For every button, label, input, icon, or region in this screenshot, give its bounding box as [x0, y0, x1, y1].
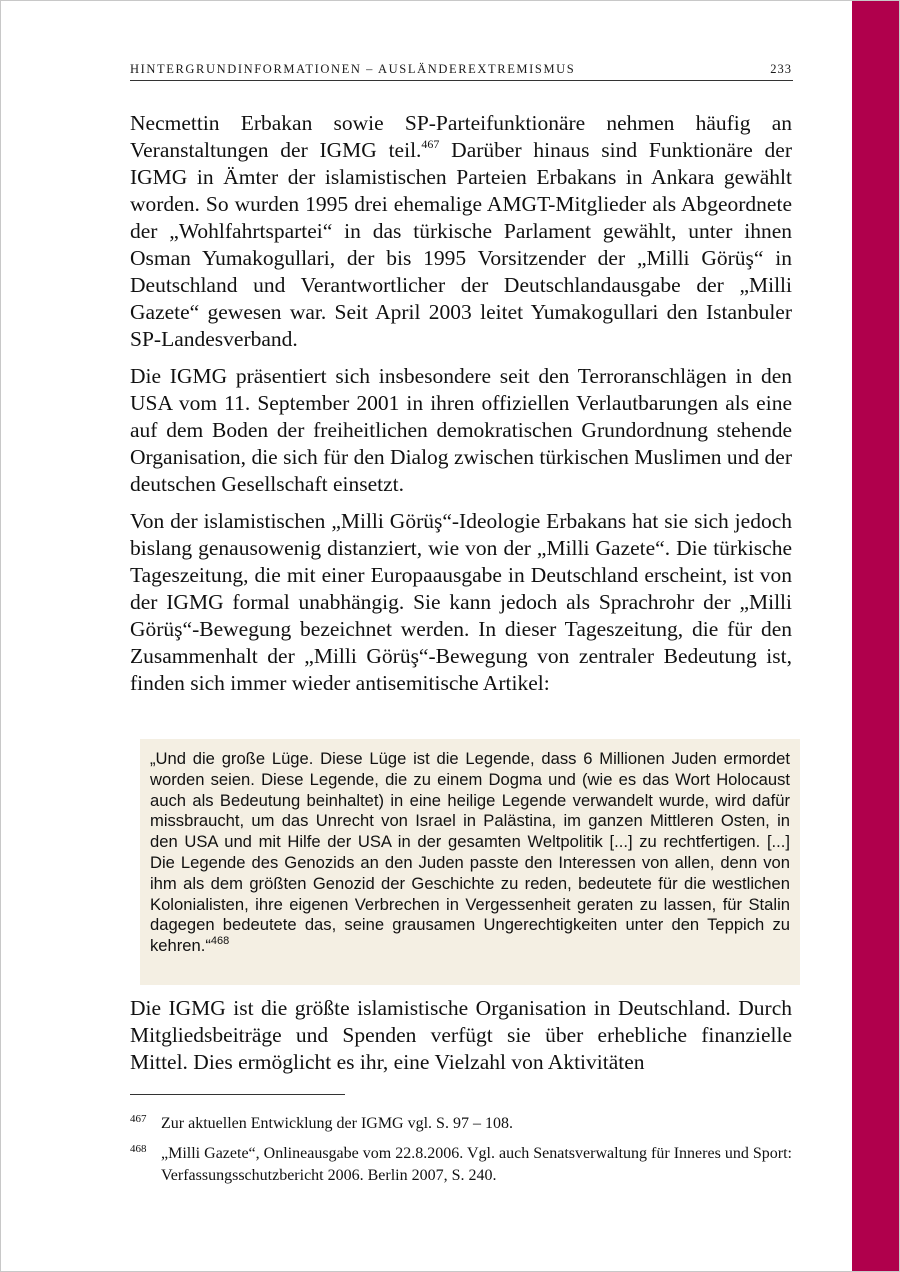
footnote-468 [130, 1143, 792, 1187]
footnote-text: „Milli Gazete“, Onlineausgabe vom 22.8.2006. Vgl. auch Senatsverwaltung für Inneres und Sport: Verfassungsschutzbericht 2006. Berlin 2007, S. 240. [161, 1145, 792, 1184]
footnote-number: 467 [130, 1113, 147, 1125]
side-color-band [852, 1, 899, 1271]
paragraph-3: Von der islamistischen „Milli Görüş“-Ideologie Erbakans hat sie sich jedoch bislang genausowenig distanziert, wie von der „Milli Gazete“. Die türkische Tageszeitung, die mit einer Europaausgabe in Deutschland erscheint, ist von der IGMG formal unabhängig. Sie kann jedoch als Sprachrohr der „Milli Görüş“-Bewegung bezeichnet werden. In dieser Tageszeitung, die für den Zusammenhalt der „Milli Görüş“-Bewegung von zentraler Bedeutung ist, finden sich immer wieder antisemitische Artikel: [130, 509, 792, 695]
header-rule [130, 80, 793, 81]
page-number: 233 [770, 62, 792, 76]
block-quote [150, 749, 790, 957]
paragraph-4: Die IGMG ist die größte islamistische Organisation in Deutschland. Durch Mitgliedsbeiträge und Spenden verfügt sie über erhebliche finanzielle Mittel. Dies ermöglicht es ihr, eine Vielzahl von Aktivitäten [130, 996, 792, 1074]
footnote-ref-467[interactable]: 467 [421, 136, 440, 151]
footnote-text: Zur aktuellen Entwicklung der IGMG vgl. S. 97 – 108. [161, 1115, 513, 1132]
quote-text: „Und die große Lüge. Diese Lüge ist die Legende, dass 6 Millionen Juden ermordet worden seien. Diese Legende, die zu einem Dogma und (wie es das Wort Holocaust auch als Bedeutung beinhaltet) in eine heilige Legende verwandelt wurde, wird dafür missbraucht, um das Unrecht von Israel in Palästina, im ganzen Mittleren Osten, in den USA und mit Hilfe der USA in der gesamten Weltpolitik [...] zu rechtfertigen. [...] Die Legende des Genozids an den Juden passte den Interessen von allen, denn von ihm als dem größten Genozid der Geschichte zu reden, bedeutete für die westlichen Kolonialisten, ihre eigenen Verbrechen in Vergessenheit geraten zu lassen, für Stalin dagegen bedeutete das, seine grausamen Ungerechtigkeiten unter den Teppich zu kehren.“ [150, 749, 790, 956]
paragraph-1-part-b: Darüber hinaus sind Funktionäre der IGMG in Ämter der islamistischen Parteien Erbakans in Ankara gewählt worden. So wurden 1995 drei ehemalige AMGT-Mitglieder als Abgeordnete der „Wohlfahrtspartei“ in das türkische Parlament gewählt, unter ihnen Osman Yumakogullari, der bis 1995 Vorsitzender der „Milli Görüş“ in Deutschland und Verantwortlicher der Deutschlandausgabe der „Milli Gazete“ gewesen war. Seit April 2003 leitet Yumakogullari den Istanbuler SP-Landesverband. [130, 138, 792, 351]
footnote-number: 468 [130, 1143, 147, 1155]
running-header [130, 62, 792, 80]
paragraph-1-part-a: Necmettin Erbakan sowie SP-Parteifunktionäre nehmen häufig an Veranstaltungen der IGMG teil. [130, 111, 792, 162]
footnote-467 [130, 1113, 792, 1135]
paragraph-2: Die IGMG präsentiert sich insbesondere seit den Terroranschlägen in den USA vom 11. September 2001 in ihren offiziellen Verlautbarungen als eine auf dem Boden der freiheitlichen demokratischen Grundordnung stehende Organisation, die sich für den Dialog zwischen türkischen Muslimen und der deutschen Gesellschaft einsetzt. [130, 364, 792, 496]
header-title: HINTERGRUNDINFORMATIONEN – AUSLÄNDEREXTREMISMUS [130, 62, 576, 76]
footnote-rule [130, 1094, 345, 1095]
footnote-ref-468[interactable]: 468 [210, 934, 230, 947]
paragraph-1 [130, 110, 792, 353]
